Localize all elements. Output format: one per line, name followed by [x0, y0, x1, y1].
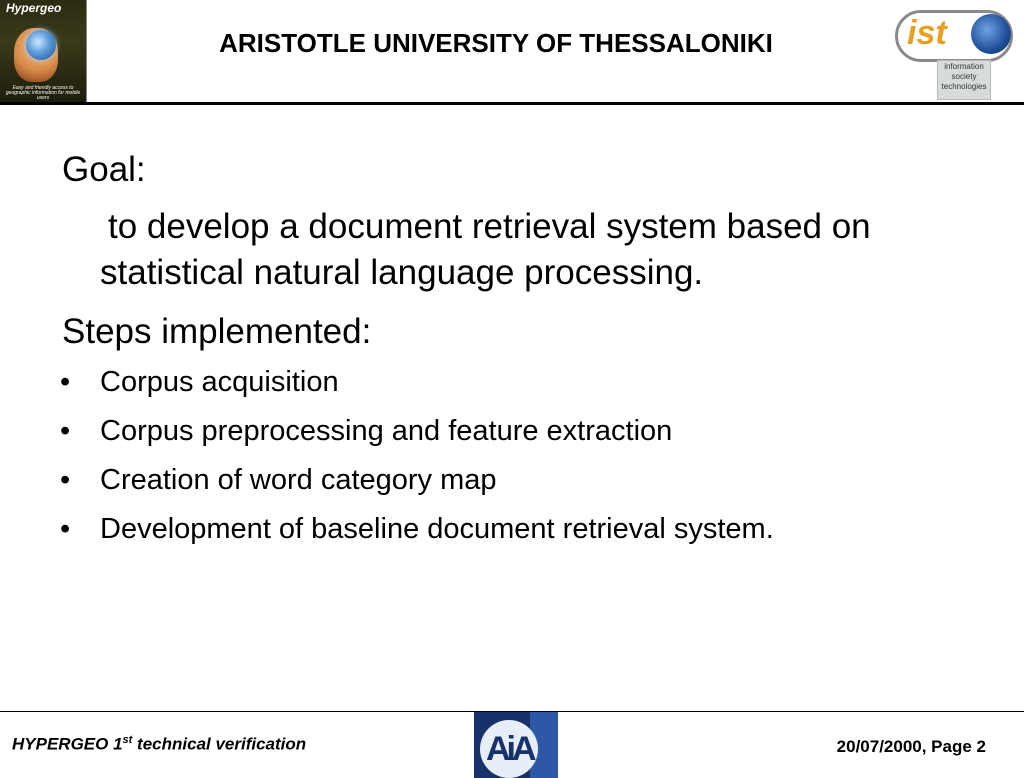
- step-label: Creation of word category map: [100, 464, 497, 496]
- footer-caption: [12, 734, 306, 755]
- list-item: [0, 512, 1024, 548]
- hypergeo-logo-tagline: Easy and friendly access to geographic information for mobile users: [5, 85, 81, 101]
- footer-caption-sup: st: [122, 734, 133, 746]
- ist-logo: [893, 4, 1019, 100]
- hypergeo-logo-brand: Hypergeo: [6, 1, 62, 15]
- steps-heading: Steps implemented:: [62, 312, 372, 351]
- ist-globe-icon: [971, 14, 1011, 54]
- step-label: Corpus preprocessing and feature extraction: [100, 415, 673, 447]
- bullet-icon: •: [60, 513, 71, 545]
- page-title: ARISTOTLE UNIVERSITY OF THESSALONIKI: [219, 28, 773, 58]
- list-item: [0, 463, 1024, 499]
- list-item: [0, 365, 1024, 401]
- bullet-icon: •: [60, 366, 71, 398]
- ist-caption-line: information: [944, 62, 984, 71]
- footer-caption-prefix: HYPERGEO 1: [12, 734, 123, 754]
- globe-icon: [26, 30, 56, 60]
- goal-text-line-1: to develop a document retrieval system based on: [108, 207, 871, 246]
- bullet-icon: •: [60, 415, 71, 447]
- ist-caption: [937, 62, 991, 92]
- aia-lab-logo: [474, 712, 558, 778]
- hypergeo-logo: [0, 0, 87, 103]
- step-label: Development of baseline document retrieval system.: [100, 513, 774, 545]
- goal-heading: Goal:: [62, 150, 146, 189]
- ist-caption-line: society: [951, 72, 977, 81]
- aia-logo-letters: AiA: [486, 730, 533, 768]
- ist-caption-line: technologies: [941, 82, 987, 91]
- list-item: [0, 414, 1024, 450]
- footer-date-page: 20/07/2000, Page 2: [836, 737, 986, 756]
- bullet-icon: •: [60, 464, 71, 496]
- header-divider: [0, 102, 1024, 105]
- goal-text-line-2: statistical natural language processing.: [100, 253, 704, 292]
- step-label: Corpus acquisition: [100, 366, 339, 398]
- ist-logo-mark: ist: [907, 14, 947, 52]
- footer-caption-suffix: technical verification: [132, 734, 307, 754]
